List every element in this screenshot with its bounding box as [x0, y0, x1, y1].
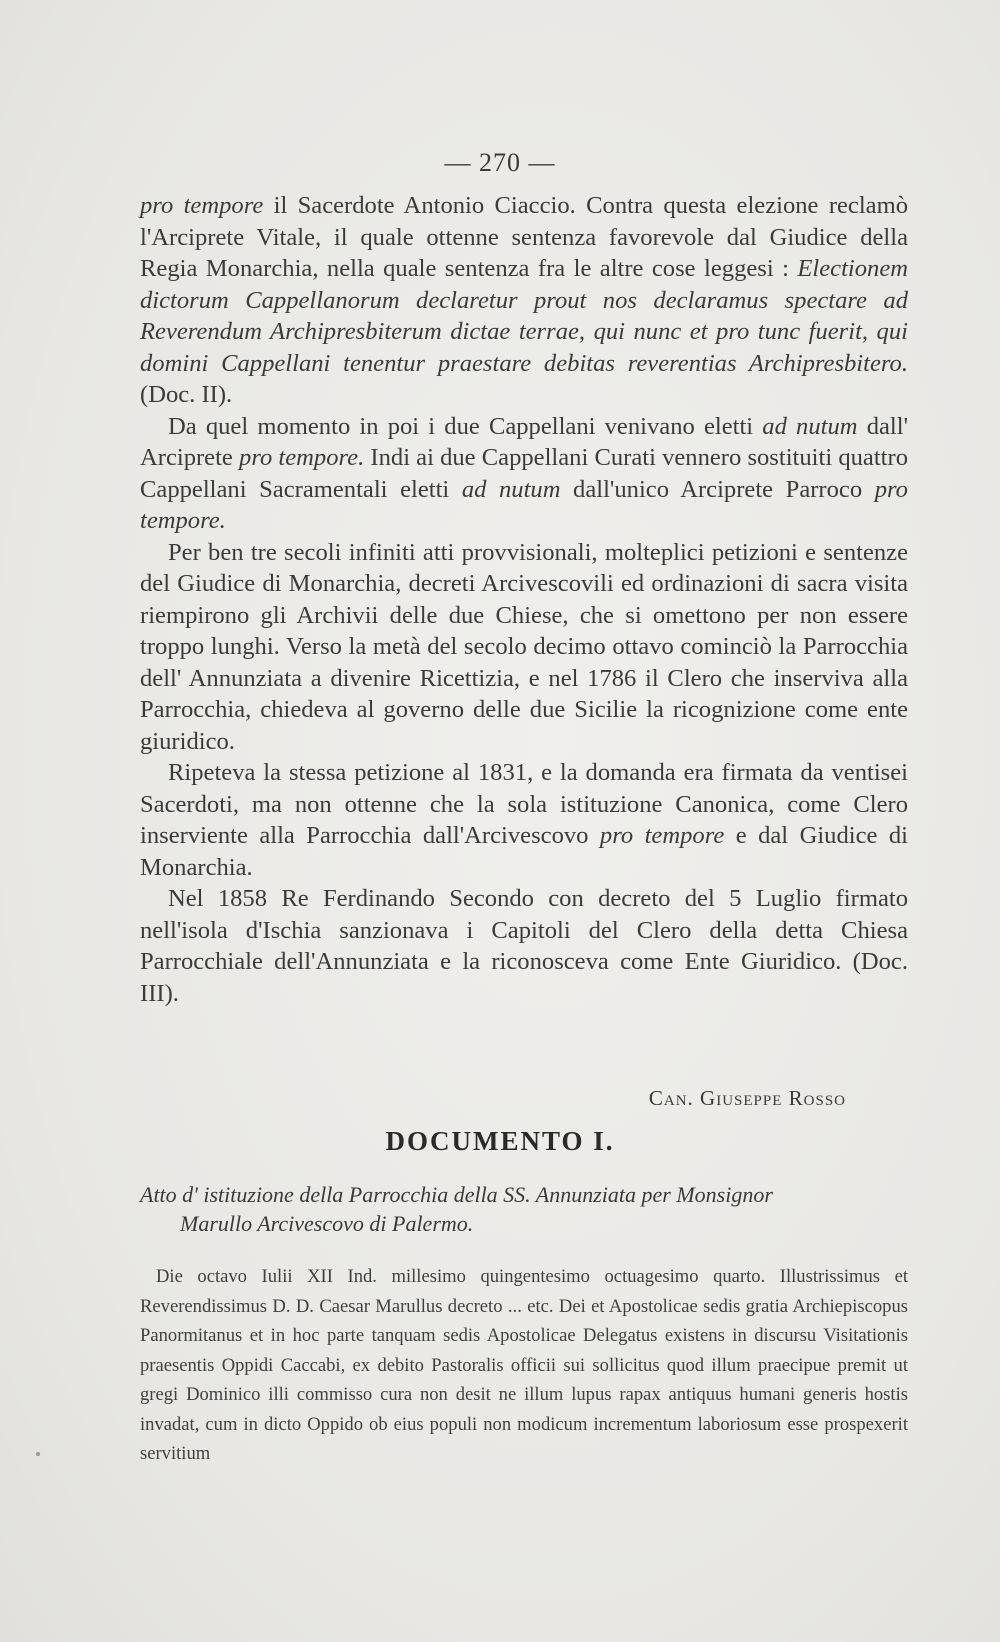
subtitle-line-1: Atto d' istituzione della Parrocchia della SS. Annunziata per Monsignor [140, 1182, 773, 1207]
document-subtitle [140, 1180, 910, 1238]
italic-text-segment: pro tempore [140, 192, 264, 219]
text-segment: e dal Giudice di Monarchia. [140, 822, 908, 881]
text-segment: dall' Arciprete [140, 412, 909, 471]
paragraph [140, 757, 908, 883]
page-number: — 270 — [444, 148, 556, 177]
italic-text-segment: pro tempore. [140, 475, 908, 534]
margin-dot [36, 1452, 40, 1456]
text-segment: il Sacerdote Antonio Ciaccio. Contra questa elezione reclamò l'Arciprete Vitale, il quale ottenne sentenza favorevole dal Giudice della Regia Monarchia, nella quale sentenza fra le altre cose leggesi : [140, 192, 909, 282]
paragraph [140, 411, 908, 537]
body-text [140, 190, 908, 1009]
text-segment: Indi ai due Cappellani Curati vennero sostituiti quattro Cappellani Sacramentali eletti [140, 444, 908, 503]
paragraph [140, 537, 908, 758]
italic-text-segment: Electionem dictorum Cappellanorum declaretur prout nos declaramus spectare ad Reverendum Archipresbiterum dictae terrae, qui nunc et pro tunc fuerit, qui domini Cappellani tenentur praestare debitas reverentias Archipresbitero. [140, 255, 908, 377]
text-segment: Ripeteva la stessa petizione al 1831, e la domanda era firmata da ventisei Sacerdoti, ma non ottenne che la sola istituzione Canonica, come Clero inserviente alla Parrocchia dall'Arcivescovo [140, 759, 908, 849]
italic-text-segment: ad nutum [762, 412, 858, 440]
text-segment: (Doc. II). [140, 381, 233, 408]
paragraph [140, 190, 908, 411]
document-heading: DOCUMENTO I. [385, 1126, 615, 1156]
subtitle-line-2: Marullo Arcivescovo di Palermo. [180, 1211, 474, 1236]
text-segment: dall'unico Arciprete Parroco [560, 475, 875, 503]
italic-text-segment: ad nutum [461, 475, 561, 503]
text-segment: Per ben tre secoli infiniti atti provvisionali, molteplici petizioni e sentenze del Giudice di Monarchia, decreti Arcivescovili ed ordinazioni di sacra visita riempirono gli Archivii delle due Chiese, che si omettono per non essere troppo lunghi. Verso la metà del secolo decimo ottavo cominciò la Parrocchia dell' Annunziata a divenire Ricettizia, e nel 1786 il Clero che inserviva alla Parrocchia, chiedeva al governo delle due Sicilie la ricognizione come ente giuridico. [140, 538, 908, 755]
author-signature: Can. Giuseppe Rosso [648, 1086, 846, 1110]
italic-text-segment: pro tempore. [239, 444, 365, 471]
paragraph [140, 883, 908, 1009]
text-segment: Da quel momento in poi i due Cappellani venivano eletti [168, 412, 763, 440]
text-segment: Nel 1858 Re Ferdinando Secondo con decreto del 5 Luglio firmato nell'isola d'Ischia sanzionava i Capitoli del Clero della detta Chiesa Parrocchiale dell'Annunziata e la riconosceva come Ente Giuridico. (Doc. III). [140, 885, 908, 1007]
italic-text-segment: pro tempore [599, 822, 725, 849]
latin-document-text: Die octavo Iulii XII Ind. millesimo quingentesimo octuagesimo quarto. Illustrissimus et Reverendissimus D. D. Caesar Marullus decreto ... etc. Dei et Apostolicae sedis gratia Archiepiscopus Panormitanus et in hoc parte tanquam sedis Apostolicae Delegatus existens in discursu Visitationis praesentis Oppidi Caccabi, ex debito Pastoralis officii sui sollicitus quod illum praecipue premit ut gregi Dominico illi commisso cura non desit ne illum lupus rapax antiquus humani generis hostis invadat, cum in dicto Oppido ob eius populi non modicum incrementum laboriosum esse prospexerit servitium [140, 1266, 908, 1464]
